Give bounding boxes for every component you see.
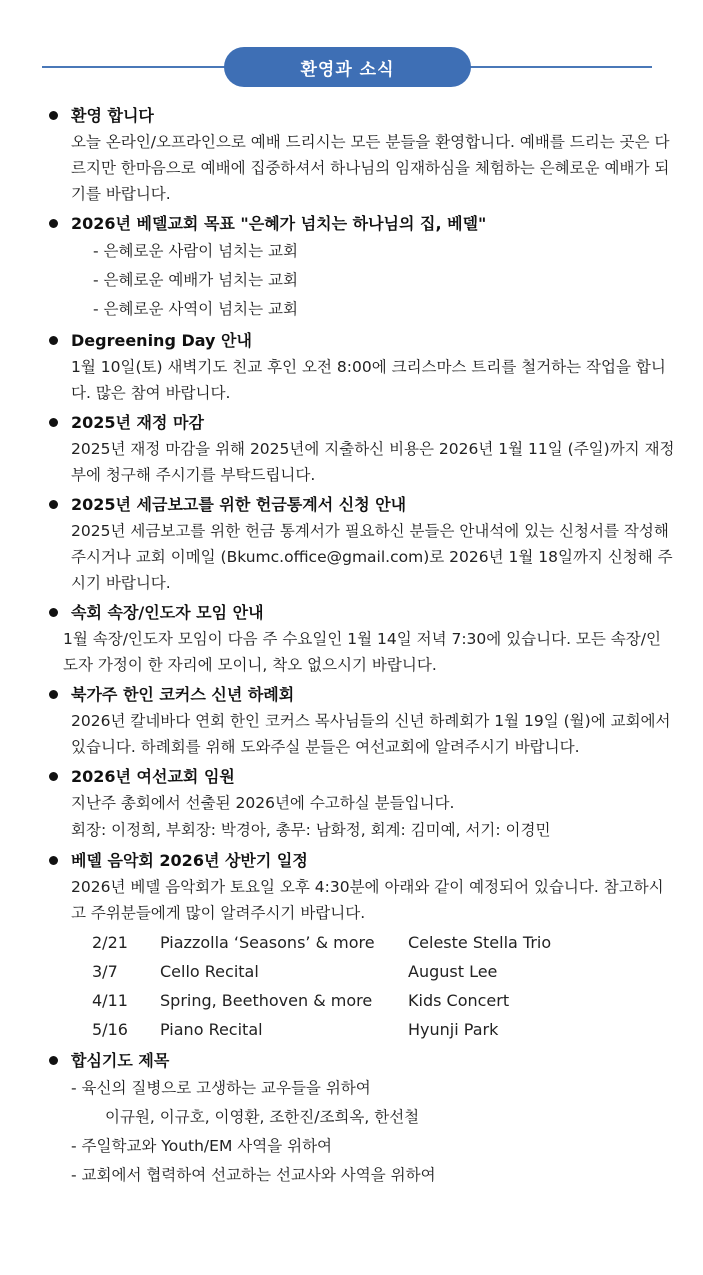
bullet-icon <box>49 608 58 617</box>
section-title: 환영과 소식 <box>224 47 471 87</box>
announcement-finance-closing <box>0 409 703 488</box>
header-divider-left <box>42 66 232 68</box>
bullet-icon <box>49 1056 58 1065</box>
goal-item: - 은혜로운 사람이 넘치는 교회 <box>93 242 298 260</box>
announcement-title: 속회 속장/인도자 모임 안내 <box>71 603 264 622</box>
bullet-icon <box>49 690 58 699</box>
prayer-item: - 교회에서 협력하여 선교하는 선교사와 사역을 위하여 <box>71 1166 436 1184</box>
header-divider-right <box>465 66 652 68</box>
schedule-row <box>92 1015 675 1044</box>
announcement-title: 북가주 한인 코커스 신년 하례회 <box>71 685 295 704</box>
bullet-icon <box>49 418 58 427</box>
announcement-title: 환영 합니다 <box>71 106 154 125</box>
schedule-date: 4/11 <box>92 991 128 1010</box>
schedule-artist: August Lee <box>408 962 498 981</box>
bullet-icon <box>49 219 58 228</box>
announcement-concert-schedule <box>0 847 703 1044</box>
concert-schedule <box>92 928 675 1044</box>
schedule-date: 3/7 <box>92 962 118 981</box>
schedule-date: 2/21 <box>92 933 128 952</box>
announcement-body: 지난주 총회에서 선출된 2026년에 수고하실 분들입니다. <box>71 794 455 812</box>
announcement-title: 2025년 세금보고를 위한 헌금통계서 신청 안내 <box>71 495 407 514</box>
announcement-welcome <box>0 102 703 207</box>
schedule-artist: Celeste Stella Trio <box>408 933 552 952</box>
prayer-names: 이규원, 이규호, 이영환, 조한진/조희옥, 한선철 <box>105 1108 420 1126</box>
announcement-body: 1월 10일(토) 새벽기도 친교 후인 오전 8:00에 크리스마스 트리를 철거하는 작업을 합니다. 많은 참여 바랍니다. <box>71 358 666 402</box>
announcement-leaders-meeting <box>0 599 703 678</box>
schedule-program: Piazzolla ‘Seasons’ & more <box>160 933 375 952</box>
announcement-title: Degreening Day 안내 <box>71 331 252 350</box>
announcement-body: 2026년 칼네바다 연회 한인 코커스 목사님들의 신년 하례회가 1월 19일 (월)에 교회에서 있습니다. 하례회를 위해 도와주실 분들은 여선교회에 알려주시기 바랍니다. <box>71 712 671 756</box>
prayer-item: - 주일학교와 Youth/EM 사역을 위하여 <box>71 1137 333 1155</box>
section-header <box>0 0 703 100</box>
schedule-row <box>92 957 675 986</box>
schedule-program: Piano Recital <box>160 1020 263 1039</box>
schedule-row <box>92 986 675 1015</box>
announcement-title: 베델 음악회 2026년 상반기 일정 <box>71 851 308 870</box>
announcement-church-goal <box>0 210 703 324</box>
announcement-degreening-day <box>0 327 703 406</box>
announcement-body: 2025년 세금보고를 위한 헌금 통계서가 필요하신 분들은 안내석에 있는 신청서를 작성해 주시거나 교회 이메일 (Bkumc.office@gmail.com)로 2026년 1월 18일까지 신청해 주시기 바랍니다. <box>71 522 673 592</box>
schedule-artist: Kids Concert <box>408 991 510 1010</box>
bullet-icon <box>49 856 58 865</box>
bullet-icon <box>49 500 58 509</box>
officer-list: 회장: 이정희, 부회장: 박경아, 총무: 남화정, 회계: 김미예, 서기: 이경민 <box>71 821 551 839</box>
bullet-icon <box>49 111 58 120</box>
goal-item: - 은혜로운 사역이 넘치는 교회 <box>93 300 298 318</box>
schedule-program: Spring, Beethoven & more <box>160 991 373 1010</box>
goal-item: - 은혜로운 예배가 넘치는 교회 <box>93 271 298 289</box>
announcement-tax-statement <box>0 491 703 596</box>
announcement-title: 2026년 베델교회 목표 "은혜가 넘치는 하나님의 집, 베델" <box>71 214 487 233</box>
bullet-icon <box>49 336 58 345</box>
announcement-prayer-topics <box>0 1047 703 1190</box>
announcement-body: 오늘 온라인/오프라인으로 예배 드리시는 모든 분들을 환영합니다. 예배를 드리는 곳은 다르지만 한마음으로 예배에 집중하셔서 하나님의 임재하심을 체험하는 은혜로운 예배가 되기를 바랍니다. <box>71 133 670 203</box>
announcement-womens-officers <box>0 763 703 844</box>
announcement-list <box>0 100 703 1193</box>
schedule-row <box>92 928 675 957</box>
announcement-title: 2025년 재정 마감 <box>71 413 204 432</box>
announcement-title: 2026년 여선교회 임원 <box>71 767 235 786</box>
schedule-date: 5/16 <box>92 1020 128 1039</box>
announcement-body: 2025년 재정 마감을 위해 2025년에 지출하신 비용은 2026년 1월 11일 (주일)까지 재정부에 청구해 주시기를 부탁드립니다. <box>71 440 675 484</box>
announcement-body: 1월 속장/인도자 모임이 다음 주 수요일인 1월 14일 저녁 7:30에 있습니다. 모든 속장/인도자 가정이 한 자리에 모이니, 착오 없으시기 바랍니다. <box>63 630 661 674</box>
announcement-caucus-gathering <box>0 681 703 760</box>
bullet-icon <box>49 772 58 781</box>
schedule-artist: Hyunji Park <box>408 1020 499 1039</box>
announcement-title: 합심기도 제목 <box>71 1051 170 1070</box>
announcement-body: 2026년 베델 음악회가 토요일 오후 4:30분에 아래와 같이 예정되어 있습니다. 참고하시고 주위분들에게 많이 알려주시기 바랍니다. <box>71 878 664 922</box>
schedule-program: Cello Recital <box>160 962 259 981</box>
prayer-item: - 육신의 질병으로 고생하는 교우들을 위하여 <box>71 1079 371 1097</box>
